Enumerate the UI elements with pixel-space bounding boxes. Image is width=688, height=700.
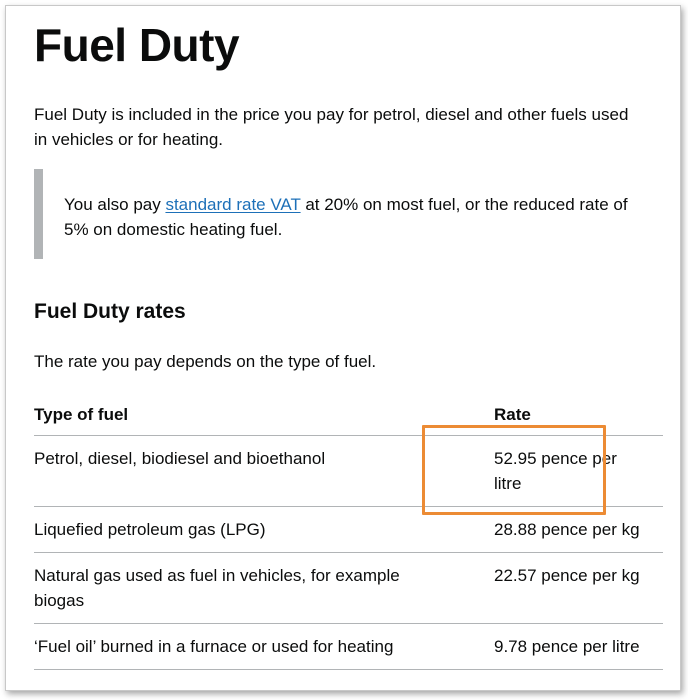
table-row bbox=[34, 436, 663, 507]
table-header-row bbox=[34, 402, 663, 436]
inset-text-after: at 20% on most fuel, or the reduced rate of 5% on domestic heating fuel. bbox=[64, 195, 628, 239]
table-row bbox=[34, 507, 663, 553]
table-row bbox=[34, 624, 663, 670]
header-type-of-fuel: Type of fuel bbox=[34, 402, 494, 436]
fuel-duty-rates-table bbox=[34, 402, 663, 670]
fuel-type-cell: ‘Fuel oil’ burned in a furnace or used for heating bbox=[34, 624, 494, 670]
fuel-rate-cell: 28.88 pence per kg bbox=[494, 507, 663, 553]
vat-inset-text bbox=[34, 169, 654, 259]
fuel-type-cell: Liquefied petroleum gas (LPG) bbox=[34, 507, 494, 553]
fuel-rate-cell: 22.57 pence per kg bbox=[494, 553, 663, 624]
header-rate: Rate bbox=[494, 402, 663, 436]
inset-text-before: You also pay bbox=[64, 195, 166, 214]
page-title: Fuel Duty bbox=[34, 19, 240, 71]
fuel-duty-rates-intro: The rate you pay depends on the type of fuel. bbox=[34, 352, 377, 371]
fuel-type-cell: Petrol, diesel, biodiesel and bioethanol bbox=[34, 436, 494, 507]
table-row bbox=[34, 553, 663, 624]
fuel-rate-cell: 9.78 pence per litre bbox=[494, 624, 663, 670]
standard-rate-vat-link[interactable]: standard rate VAT bbox=[165, 195, 301, 214]
fuel-rate-cell: 52.95 pence per litre bbox=[494, 436, 663, 507]
fuel-type-cell: Natural gas used as fuel in vehicles, for example biogas bbox=[34, 553, 494, 624]
fuel-duty-rates-heading: Fuel Duty rates bbox=[34, 300, 186, 323]
page-intro: Fuel Duty is included in the price you pay for petrol, diesel and other fuels used in vehicles or for heating. bbox=[34, 105, 629, 149]
screenshot-frame bbox=[5, 5, 681, 691]
